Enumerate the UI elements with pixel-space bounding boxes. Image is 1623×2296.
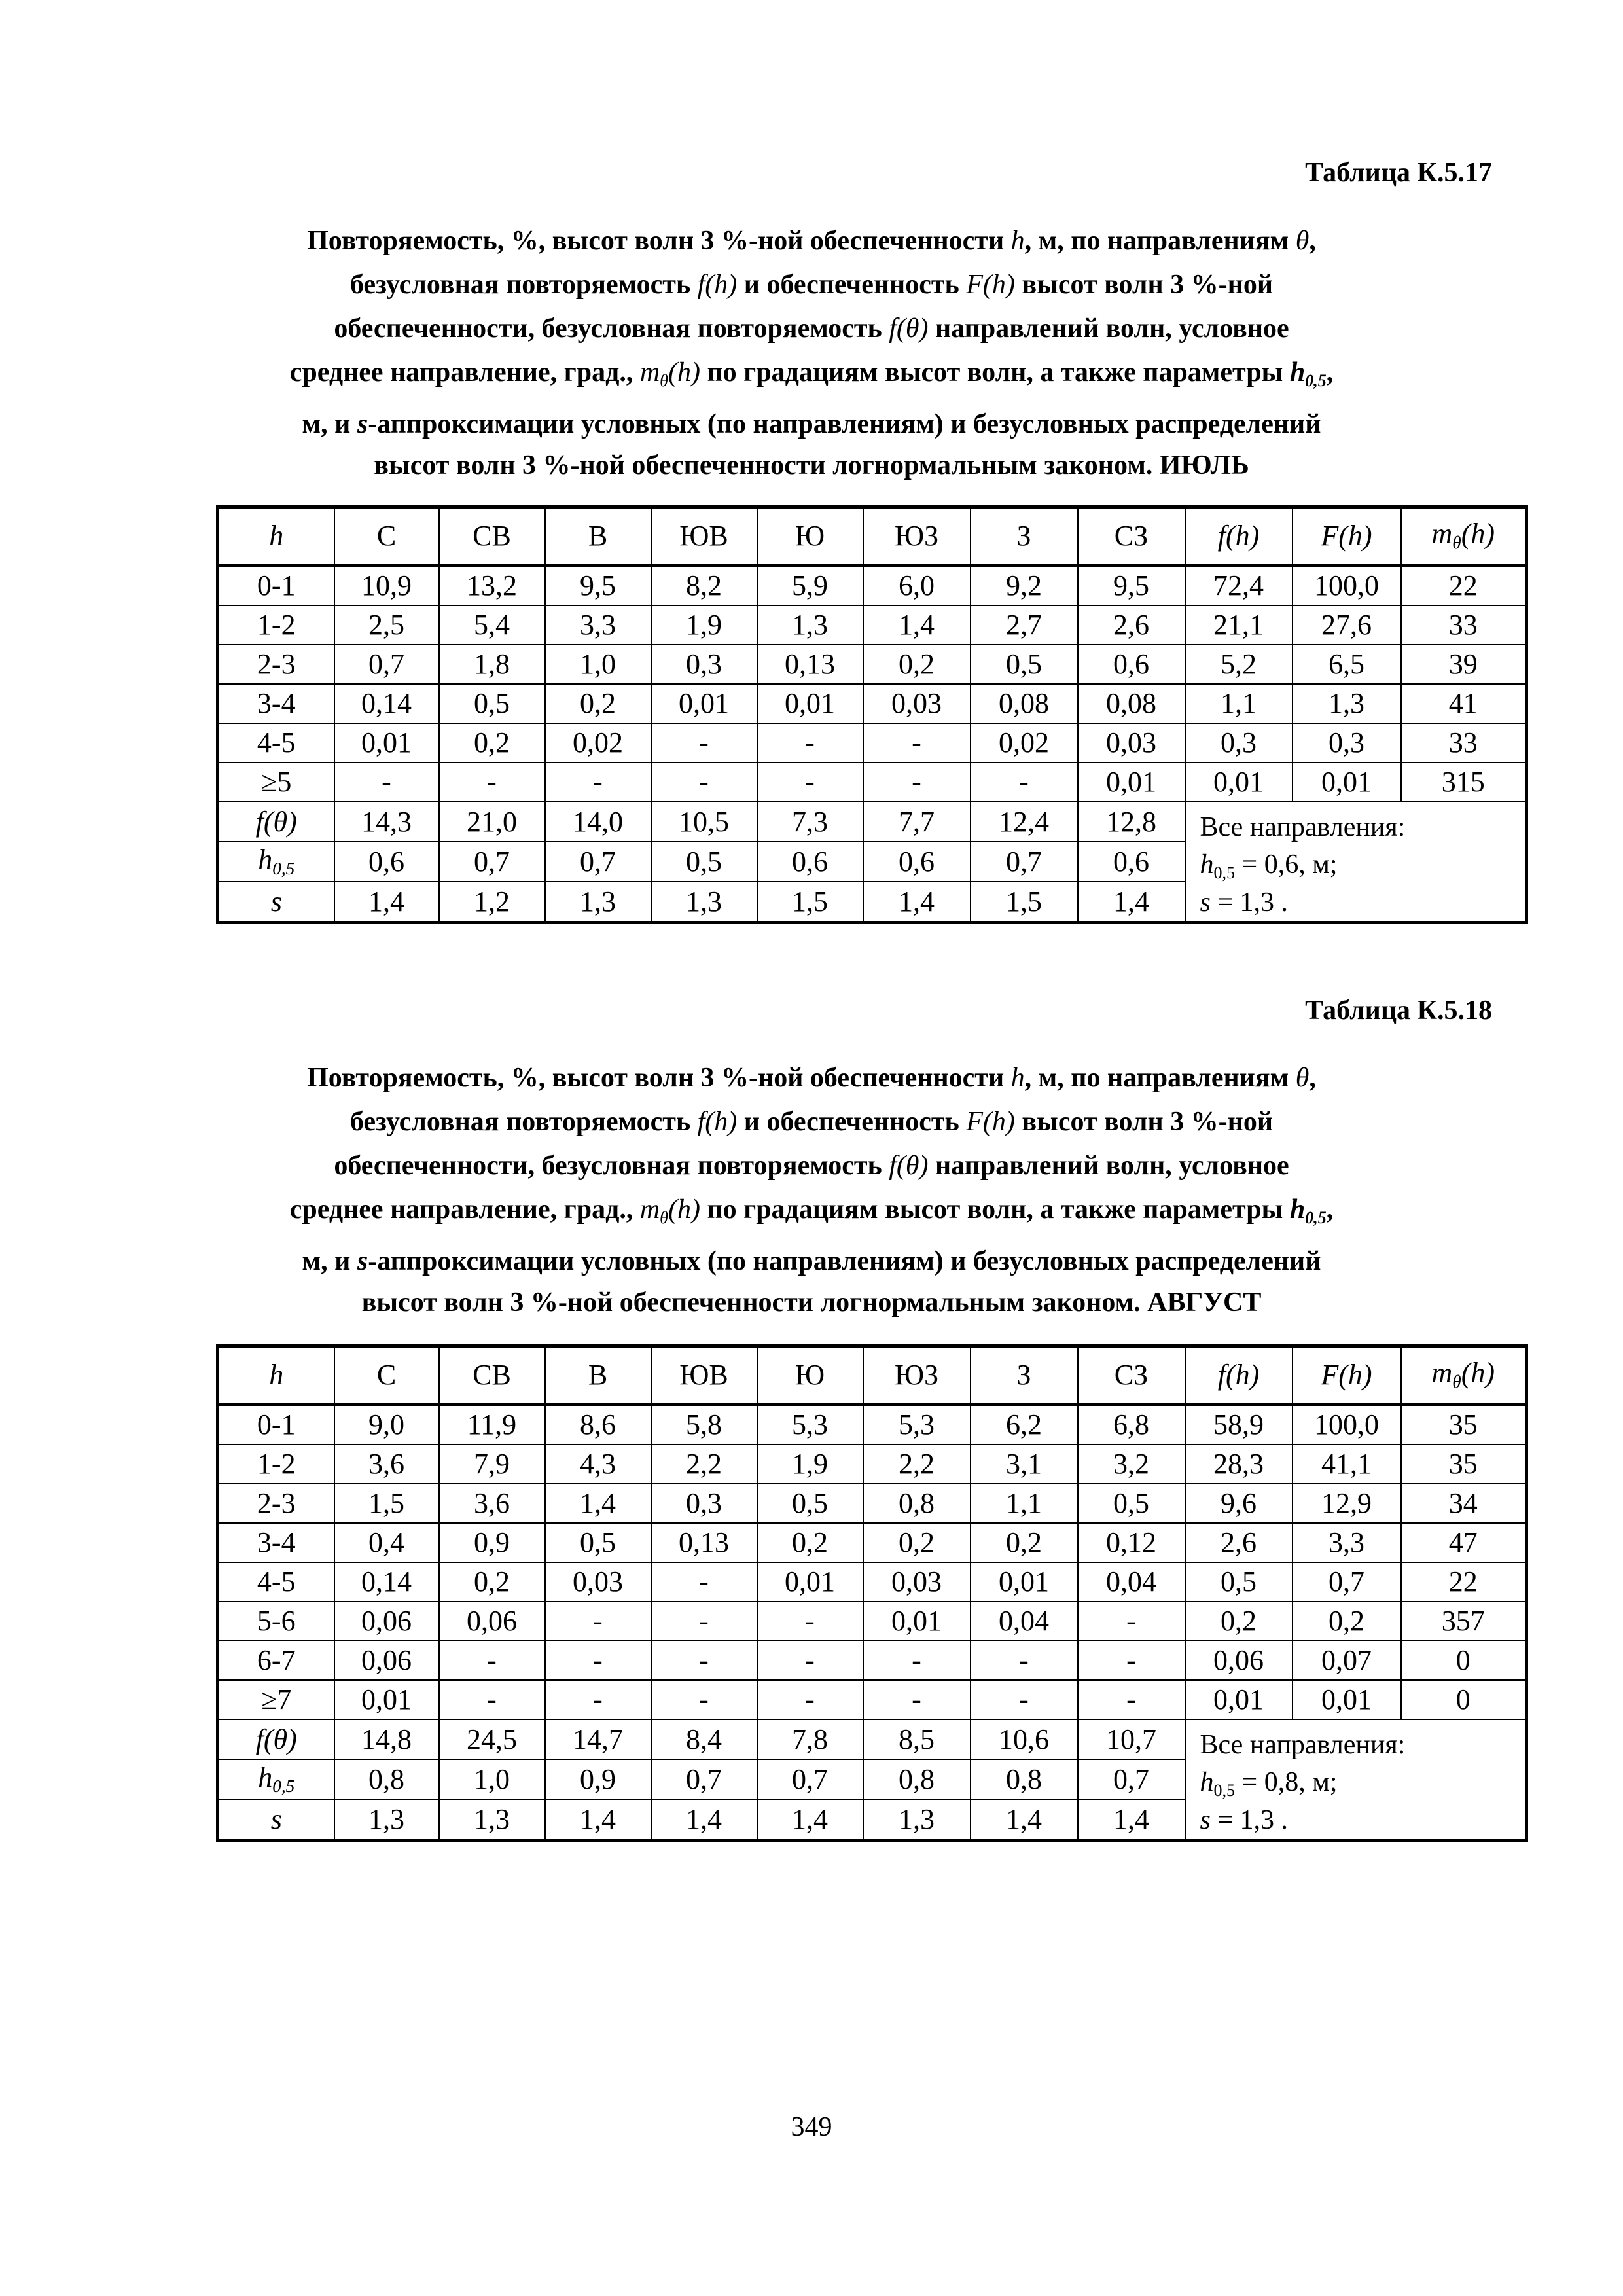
table-cell: 10,9 [334,565,439,606]
table-cell: 0,7 [545,842,651,882]
table-row [218,723,1527,762]
table-cell: 0,14 [334,684,439,723]
all-directions-summary [1185,1719,1527,1840]
table-cell: 1,4 [1078,1799,1185,1840]
table-cell: - [334,762,439,802]
header-m-theta: $m_\theta(h)$ [1401,507,1527,565]
table-cell: 0,06 [334,1602,439,1641]
table-cell: 2,7 [971,605,1078,645]
table-cell: 1,4 [757,1799,863,1840]
header-dir-z: З [971,507,1078,565]
table-cell: 14,7 [545,1719,651,1759]
table-cell: 10,5 [651,802,757,842]
table-header-row [218,507,1527,565]
table-body [218,1405,1527,1720]
table-cell: 0,06 [334,1641,439,1680]
table-cell: 0,06 [439,1602,545,1641]
table-cell: 0,01 [1293,762,1401,802]
table-cell: 0,6 [863,842,971,882]
table-row [218,1680,1527,1719]
table-row [218,684,1527,723]
row-label-gradation: 1-2 [218,605,334,645]
row-label-gradation: 2-3 [218,1484,334,1523]
row-label-h05: $h_{0,5}$ [218,1759,334,1799]
table-cell: 0,8 [334,1759,439,1799]
table-cell: 0,2 [439,1562,545,1602]
header-dir-c: С [334,1346,439,1405]
table-cell: 47 [1401,1523,1527,1562]
table-cell: 0,03 [1078,723,1185,762]
table-cell: 3,3 [1293,1523,1401,1562]
header-dir-c: С [334,507,439,565]
table-cell: - [545,762,651,802]
table-cell: 0,02 [971,723,1078,762]
table-cell: 0,01 [1293,1680,1401,1719]
table-cell: 7,7 [863,802,971,842]
table-cell: - [651,1641,757,1680]
table-cell: 0,3 [651,1484,757,1523]
table-id-k518: Таблица К.5.18 [1305,996,1492,1026]
table-cell: - [439,1641,545,1680]
table-cell: 13,2 [439,565,545,606]
table-cell: 0,7 [757,1759,863,1799]
table-cell: 357 [1401,1602,1527,1641]
table-cell: 41 [1401,684,1527,723]
table-cell: 4,3 [545,1444,651,1484]
row-label-s: s [218,882,334,923]
table-cell: - [757,762,863,802]
table-cell: 6,2 [971,1405,1078,1445]
table-cell: 12,4 [971,802,1078,842]
table-row [218,1484,1527,1523]
table-cell: 0,7 [1078,1759,1185,1799]
table-cell: 0,5 [757,1484,863,1523]
table-cell: 5,8 [651,1405,757,1445]
table-cell: 0,04 [971,1602,1078,1641]
table-cell: 1,4 [545,1484,651,1523]
all-directions-h05: $h_{0,5} = 0,8$, м; [1200,1767,1338,1800]
row-label-f-theta: f(θ) [218,1719,334,1759]
table-row [218,1444,1527,1484]
row-label-gradation: 0-1 [218,1405,334,1445]
table-row [218,565,1527,606]
header-fh: f(h) [1185,507,1293,565]
table-cell: 3,1 [971,1444,1078,1484]
table-cell: 9,2 [971,565,1078,606]
table-cell: 8,4 [651,1719,757,1759]
table-cell: 3,3 [545,605,651,645]
table-cell: 8,6 [545,1405,651,1445]
table-cell: 100,0 [1293,1405,1401,1445]
table-cell: 1,5 [757,882,863,923]
table-row [218,1405,1527,1445]
table-cell: - [863,762,971,802]
row-label-gradation: 3-4 [218,684,334,723]
table-cell: 2,2 [651,1444,757,1484]
table-cell: 0,13 [651,1523,757,1562]
f-theta-row [218,802,1527,842]
table-cell: 0,7 [1293,1562,1401,1602]
table-cell: 10,6 [971,1719,1078,1759]
table-cell: 1,1 [1185,684,1293,723]
table-cell: 0,13 [757,645,863,684]
table-cell: 0,9 [439,1523,545,1562]
table-cell: - [863,1680,971,1719]
header-m-theta: $m_\theta(h)$ [1401,1346,1527,1405]
table-cell: 0,04 [1078,1562,1185,1602]
table-cell: 3,2 [1078,1444,1185,1484]
table-cell: - [971,1641,1078,1680]
all-directions-label: Все направления: [1200,1730,1406,1760]
table-cell: 14,3 [334,802,439,842]
table-cell: - [1078,1602,1185,1641]
table-cell: 7,8 [757,1719,863,1759]
table-cell: 0,2 [863,645,971,684]
table-row [218,645,1527,684]
header-fh: f(h) [1185,1346,1293,1405]
table-row [218,1602,1527,1641]
table-cell: 1,8 [439,645,545,684]
table-cell: 8,5 [863,1719,971,1759]
table-cell: - [651,1602,757,1641]
table-cell: 2,6 [1078,605,1185,645]
table-header-row [218,1346,1527,1405]
table-cell: 0,2 [545,684,651,723]
table-cell: 0,03 [863,1562,971,1602]
all-directions-h05: $h_{0,5} = 0,6$, м; [1200,849,1338,882]
table-cell: 0,6 [334,842,439,882]
table-cell: - [971,1680,1078,1719]
table-cell: 9,6 [1185,1484,1293,1523]
header-dir-cv: СВ [439,507,545,565]
table-cell: 0,12 [1078,1523,1185,1562]
table-cell: 39 [1401,645,1527,684]
table-cell: 1,4 [334,882,439,923]
table-cell: - [545,1641,651,1680]
table-cell: 0,5 [439,684,545,723]
table-cell: 58,9 [1185,1405,1293,1445]
row-label-gradation: ≥5 [218,762,334,802]
row-label-gradation: 4-5 [218,723,334,762]
header-h: h [218,507,334,565]
row-label-gradation: 6-7 [218,1641,334,1680]
table-cell: 41,1 [1293,1444,1401,1484]
table-cell: 0,07 [1293,1641,1401,1680]
row-label-gradation: 0-1 [218,565,334,606]
row-label-gradation: 2-3 [218,645,334,684]
table-cell: 1,2 [439,882,545,923]
row-label-gradation: 4-5 [218,1562,334,1602]
table-cell: 0,7 [439,842,545,882]
table-cell: 0,2 [757,1523,863,1562]
table-cell: 27,6 [1293,605,1401,645]
header-Fh: F(h) [1293,1346,1401,1405]
table-cell: 1,4 [651,1799,757,1840]
table-cell: 0,6 [757,842,863,882]
table-cell: 0,01 [971,1562,1078,1602]
table-cell: 0,3 [651,645,757,684]
table-cell: 1,0 [545,645,651,684]
all-directions-summary [1185,802,1527,923]
header-dir-z: З [971,1346,1078,1405]
table-cell: 0,2 [1185,1602,1293,1641]
table-cell: 1,9 [757,1444,863,1484]
table-cell: 22 [1401,1562,1527,1602]
table-cell: 5,3 [863,1405,971,1445]
table-cell: - [651,762,757,802]
table-cell: 1,0 [439,1759,545,1799]
table-cell: 0,14 [334,1562,439,1602]
table-cell: 0,9 [545,1759,651,1799]
table-cell: - [757,1602,863,1641]
table-cell: - [971,762,1078,802]
table-cell: 0,4 [334,1523,439,1562]
table-cell: 0,01 [1185,1680,1293,1719]
table-cell: - [863,723,971,762]
header-dir-v: В [545,1346,651,1405]
table-cell: 6,8 [1078,1405,1185,1445]
row-label-gradation: ≥7 [218,1680,334,1719]
table-cell: 14,8 [334,1719,439,1759]
table-cell: 8,2 [651,565,757,606]
table-cell: 33 [1401,605,1527,645]
table-cell: 35 [1401,1444,1527,1484]
table-cell: 0,03 [863,684,971,723]
row-label-s: s [218,1799,334,1840]
header-dir-yuv: ЮВ [651,507,757,565]
table-row [218,1523,1527,1562]
table-cell: 0 [1401,1641,1527,1680]
table-caption-k518: Повторяемость, %, высот волн 3 %-ной обеспеченности h, м, по направлениям θ, безусловная повторяемость f(h) и обеспеченность F(h) высот волн 3 %-ной обеспеченности, безусловная повторяемость f(θ) направлений волн, условное среднее направление, град., $m_\theta(h)$ по градациям высот волн, а также параметры $h_{0,5}$, м, и s-аппроксимации условных (по направлениям) и безусловных распределений высот волн 3 %-ной обеспеченности логнормальным законом. АВГУСТ [289,1063,1334,1318]
table-cell: - [545,1680,651,1719]
table-cell: 28,3 [1185,1444,1293,1484]
table-cell: 35 [1401,1405,1527,1445]
wave-table-august [216,1344,1528,1842]
table-cell: 0,6 [1078,842,1185,882]
table-cell: 12,9 [1293,1484,1401,1523]
table-cell: 1,3 [439,1799,545,1840]
table-cell: 0,3 [1293,723,1401,762]
table-cell: 0,5 [971,645,1078,684]
table-cell: 6,0 [863,565,971,606]
header-dir-yu: Ю [757,507,863,565]
header-dir-v: В [545,507,651,565]
table-cell: 11,9 [439,1405,545,1445]
table-cell: - [757,1680,863,1719]
table-cell: - [545,1602,651,1641]
table-cell: 0,08 [971,684,1078,723]
table-cell: - [651,723,757,762]
table-cell: 10,7 [1078,1719,1185,1759]
header-dir-cz: СЗ [1078,507,1185,565]
table-cell: 1,3 [334,1799,439,1840]
header-dir-cz: СЗ [1078,1346,1185,1405]
table-cell: 12,8 [1078,802,1185,842]
row-label-gradation: 3-4 [218,1523,334,1562]
table-cell: 21,0 [439,802,545,842]
all-directions-s: s = 1,3 . [1200,887,1289,918]
table-cell: - [1078,1641,1185,1680]
table-cell: 21,1 [1185,605,1293,645]
table-cell: 0,3 [1185,723,1293,762]
table-id-k517: Таблица К.5.17 [1305,158,1492,188]
page-number: 349 [791,2112,832,2142]
table-cell: 0,5 [1078,1484,1185,1523]
table-cell: 1,4 [1078,882,1185,923]
table-cell: 2,6 [1185,1523,1293,1562]
table-cell: 1,5 [334,1484,439,1523]
table-cell: 6,5 [1293,645,1401,684]
table-cell: 9,0 [334,1405,439,1445]
row-label-gradation: 1-2 [218,1444,334,1484]
table-cell: - [651,1562,757,1602]
table-cell: 0,8 [863,1484,971,1523]
table-caption-k517: Повторяемость, %, высот волн 3 %-ной обеспеченности h, м, по направлениям θ, безусловная повторяемость f(h) и обеспеченность F(h) высот волн 3 %-ной обеспеченности, безусловная повторяемость f(θ) направлений волн, условное среднее направление, град., $m_\theta(h)$ по градациям высот волн, а также параметры $h_{0,5}$, м, и s-аппроксимации условных (по направлениям) и безусловных распределений высот волн 3 %-ной обеспеченности логнормальным законом. ИЮЛЬ [289,226,1334,480]
table-cell: 0,06 [1185,1641,1293,1680]
table-cell: 100,0 [1293,565,1401,606]
table-cell: 0,2 [439,723,545,762]
table-cell: 0,01 [651,684,757,723]
table-cell: 1,3 [651,882,757,923]
row-label-h05: $h_{0,5}$ [218,842,334,882]
table-cell: 1,3 [863,1799,971,1840]
header-Fh: F(h) [1293,507,1401,565]
table-cell: 2,5 [334,605,439,645]
table-cell: 1,3 [1293,684,1401,723]
table-cell: 0,03 [545,1562,651,1602]
row-label-gradation: 5-6 [218,1602,334,1641]
table-cell: 1,1 [971,1484,1078,1523]
table-cell: 0,01 [1078,762,1185,802]
row-label-f-theta: f(θ) [218,802,334,842]
table-cell: 0,01 [334,1680,439,1719]
table-cell: 7,3 [757,802,863,842]
table-row [218,1562,1527,1602]
table-cell: 72,4 [1185,565,1293,606]
table-cell: 0,2 [1293,1602,1401,1641]
header-dir-yuz: ЮЗ [863,507,971,565]
table-cell: - [757,1641,863,1680]
table-cell: 0,7 [971,842,1078,882]
table-cell: 1,4 [971,1799,1078,1840]
table-row [218,762,1527,802]
table-cell: 0,2 [863,1523,971,1562]
table-cell: 5,4 [439,605,545,645]
table-cell: 9,5 [545,565,651,606]
table-cell: 0,6 [1078,645,1185,684]
header-dir-cv: СВ [439,1346,545,1405]
all-directions-label: Все направления: [1200,812,1406,842]
header-h: h [218,1346,334,1405]
table-cell: 3,6 [334,1444,439,1484]
table-cell: 315 [1401,762,1527,802]
table-cell: 0,01 [757,1562,863,1602]
table-cell: 0,8 [863,1759,971,1799]
wave-table-july [216,505,1528,924]
table-row [218,1641,1527,1680]
table-cell: 5,9 [757,565,863,606]
table-cell: 1,4 [863,882,971,923]
table-cell: 3,6 [439,1484,545,1523]
table-cell: 14,0 [545,802,651,842]
table-cell: - [1078,1680,1185,1719]
table-body [218,565,1527,802]
table-cell: 1,9 [651,605,757,645]
table-cell: 0 [1401,1680,1527,1719]
table-cell: - [439,762,545,802]
table-cell: 1,3 [757,605,863,645]
table-cell: 5,2 [1185,645,1293,684]
table-cell: 0,01 [863,1602,971,1641]
table-cell: - [439,1680,545,1719]
table-row [218,605,1527,645]
table-cell: 0,8 [971,1759,1078,1799]
table-cell: 33 [1401,723,1527,762]
table-cell: - [863,1641,971,1680]
table-cell: 5,3 [757,1405,863,1445]
table-cell: 0,01 [1185,762,1293,802]
table-cell: 1,4 [863,605,971,645]
table-cell: 0,5 [545,1523,651,1562]
table-cell: 0,08 [1078,684,1185,723]
table-cell: - [651,1680,757,1719]
header-dir-yuz: ЮЗ [863,1346,971,1405]
table-cell: 0,5 [651,842,757,882]
table-cell: 1,5 [971,882,1078,923]
table-cell: 34 [1401,1484,1527,1523]
table-cell: 0,01 [334,723,439,762]
table-cell: 24,5 [439,1719,545,1759]
table-cell: 0,5 [1185,1562,1293,1602]
table-cell: 0,01 [757,684,863,723]
table-cell: 1,4 [545,1799,651,1840]
table-cell: 0,7 [651,1759,757,1799]
table-cell: 0,2 [971,1523,1078,1562]
f-theta-row [218,1719,1527,1759]
table-cell: 9,5 [1078,565,1185,606]
table-cell: 7,9 [439,1444,545,1484]
table-cell: - [757,723,863,762]
header-dir-yuv: ЮВ [651,1346,757,1405]
table-cell: 0,7 [334,645,439,684]
all-directions-s: s = 1,3 . [1200,1804,1289,1835]
table-cell: 0,02 [545,723,651,762]
table-cell: 1,3 [545,882,651,923]
header-dir-yu: Ю [757,1346,863,1405]
table-cell: 22 [1401,565,1527,606]
table-cell: 2,2 [863,1444,971,1484]
